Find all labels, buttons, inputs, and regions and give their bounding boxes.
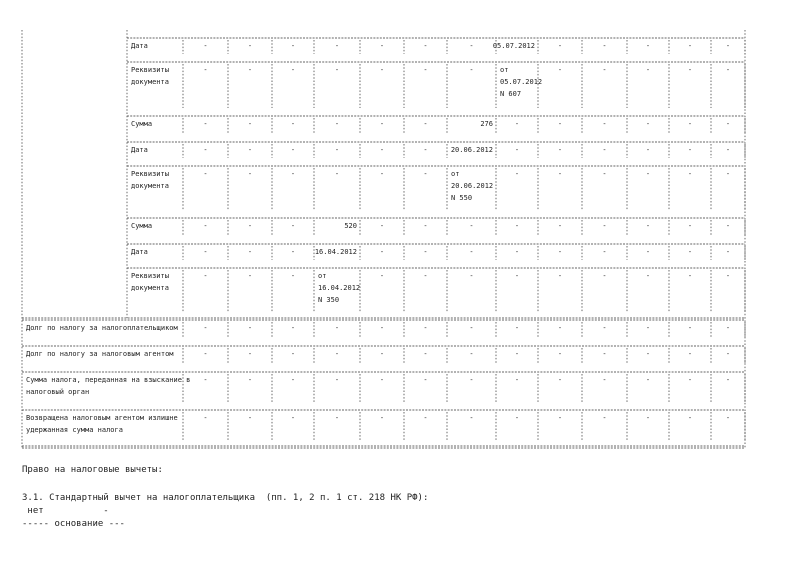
row-6-cell: - <box>423 248 428 256</box>
wide-row-2-cell: - <box>379 376 385 384</box>
row-6-cell: 16.04.2012 <box>314 248 357 256</box>
row-3-cell: - <box>514 146 520 154</box>
row-7-label: Реквизиты <box>131 272 169 280</box>
wide-row-3-cell: - <box>379 414 385 422</box>
row-6-cell: - <box>687 248 693 256</box>
row-5-cell: - <box>423 222 428 230</box>
row-7-cell: 16.04.2012 <box>318 284 361 292</box>
wide-row-1-cell: - <box>203 350 208 358</box>
row-0-cell: - <box>203 42 208 50</box>
row-0-cell: - <box>423 42 428 50</box>
row-3-label: Дата <box>131 146 148 154</box>
row-3-cell: - <box>645 146 651 154</box>
wide-row-1-cell: - <box>379 350 385 358</box>
row-7-cell: - <box>514 272 520 280</box>
row-2-cell: - <box>423 120 428 128</box>
row-1-cell: - <box>557 66 563 74</box>
row-4-cell: - <box>334 170 340 178</box>
deduction-basis: ----- основание --- <box>22 519 125 529</box>
row-0-cell: - <box>379 42 385 50</box>
deductions-heading: Право на налоговые вычеты: <box>22 465 163 475</box>
row-2-cell: - <box>602 120 607 128</box>
row-5-cell: - <box>379 222 385 230</box>
wide-row-3-cell: - <box>290 414 296 422</box>
wide-row-1-cell: - <box>645 350 651 358</box>
wide-row-0-cell: - <box>557 324 563 332</box>
row-1-cell: N 607 <box>500 90 522 98</box>
row-6-cell: - <box>602 248 607 256</box>
row-0-cell: - <box>469 42 474 50</box>
wide-row-2-label: налоговый орган <box>26 388 90 396</box>
wide-row-0-cell: - <box>379 324 385 332</box>
row-5-label: Сумма <box>131 222 153 230</box>
row-7-cell: N 350 <box>318 296 340 304</box>
row-5-cell: - <box>645 222 651 230</box>
row-4-cell: от <box>451 170 460 178</box>
row-6-cell: - <box>469 248 474 256</box>
row-6-cell: - <box>203 248 208 256</box>
wide-row-1-cell: - <box>334 350 340 358</box>
row-0-cell: - <box>557 42 563 50</box>
wide-row-1-cell: - <box>514 350 520 358</box>
wide-row-2-cell: - <box>290 376 296 384</box>
wide-row-1-cell: - <box>687 350 693 358</box>
row-0-cell: - <box>687 42 693 50</box>
row-4-cell: N 550 <box>451 194 473 202</box>
wide-row-2-cell: - <box>602 376 607 384</box>
row-6-cell: - <box>725 248 731 256</box>
row-5-cell: 520 <box>344 222 357 230</box>
row-4-cell: 20.06.2012 <box>451 182 494 190</box>
row-4-cell: - <box>203 170 208 178</box>
row-4-cell: - <box>557 170 563 178</box>
row-2-cell: - <box>725 120 731 128</box>
row-6-cell: - <box>247 248 253 256</box>
wide-row-1-label: Долг по налогу за налоговым агентом <box>26 350 174 358</box>
row-1-cell: - <box>687 66 693 74</box>
wide-row-2-cell: - <box>687 376 693 384</box>
row-0-cell: - <box>334 42 340 50</box>
row-2-cell: - <box>247 120 253 128</box>
row-1-cell: - <box>203 66 208 74</box>
row-7-cell: - <box>247 272 253 280</box>
row-4-cell: - <box>290 170 296 178</box>
row-4-cell: - <box>602 170 607 178</box>
row-3-cell: 20.06.2012 <box>450 146 493 154</box>
row-2-cell: - <box>514 120 520 128</box>
wide-row-1-cell: - <box>602 350 607 358</box>
row-5-cell: - <box>687 222 693 230</box>
row-7-cell: - <box>290 272 296 280</box>
wide-row-0-cell: - <box>514 324 520 332</box>
wide-row-3-cell: - <box>602 414 607 422</box>
deduction-status: нет - <box>22 506 109 516</box>
wide-row-1-cell: - <box>469 350 474 358</box>
row-7-cell: - <box>557 272 563 280</box>
row-1-label: Реквизиты <box>131 66 169 74</box>
wide-row-0-cell: - <box>247 324 253 332</box>
wide-row-3-cell: - <box>469 414 474 422</box>
wide-row-2-cell: - <box>423 376 428 384</box>
row-4-cell: - <box>247 170 253 178</box>
wide-row-3-cell: - <box>334 414 340 422</box>
row-4-cell: - <box>645 170 651 178</box>
row-7-cell: - <box>725 272 731 280</box>
row-6-cell: - <box>557 248 563 256</box>
row-6-cell: - <box>645 248 651 256</box>
row-2-label: Сумма <box>131 120 153 128</box>
row-3-cell: - <box>423 146 428 154</box>
wide-row-0-cell: - <box>290 324 296 332</box>
row-5-cell: - <box>557 222 563 230</box>
wide-row-0-cell: - <box>602 324 607 332</box>
wide-row-3-cell: - <box>645 414 651 422</box>
row-2-cell: - <box>379 120 385 128</box>
standard-deduction-section: 3.1. Стандартный вычет на налогоплательщика (пп. 1, 2 п. 1 ст. 218 НК РФ): <box>22 493 429 503</box>
row-4-cell: - <box>514 170 520 178</box>
row-5-cell: - <box>247 222 253 230</box>
row-6-cell: - <box>290 248 296 256</box>
wide-row-2-cell: - <box>725 376 731 384</box>
wide-row-2-cell: - <box>247 376 253 384</box>
row-4-cell: - <box>423 170 428 178</box>
wide-row-3-label: Возвращена налоговым агентом излишне <box>26 414 178 422</box>
wide-row-0-cell: - <box>334 324 340 332</box>
row-4-label: Реквизиты <box>131 170 169 178</box>
wide-row-0-cell: - <box>687 324 693 332</box>
row-2-cell: - <box>334 120 340 128</box>
row-1-label: документа <box>131 78 169 86</box>
row-0-cell: - <box>247 42 253 50</box>
wide-row-3-cell: - <box>514 414 520 422</box>
row-3-cell: - <box>379 146 385 154</box>
row-2-cell: 276 <box>480 120 493 128</box>
wide-row-2-cell: - <box>203 376 208 384</box>
row-0-cell: - <box>645 42 651 50</box>
row-7-cell: - <box>602 272 607 280</box>
row-2-cell: - <box>290 120 296 128</box>
row-5-cell: - <box>725 222 731 230</box>
row-3-cell: - <box>334 146 340 154</box>
wide-row-2-cell: - <box>334 376 340 384</box>
wide-row-1-cell: - <box>557 350 563 358</box>
row-7-cell: - <box>379 272 385 280</box>
row-3-cell: - <box>290 146 296 154</box>
row-5-cell: - <box>602 222 607 230</box>
wide-row-0-cell: - <box>725 324 731 332</box>
wide-row-1-cell: - <box>290 350 296 358</box>
wide-row-2-cell: - <box>514 376 520 384</box>
row-2-cell: - <box>645 120 651 128</box>
row-4-cell: - <box>379 170 385 178</box>
row-7-cell: - <box>645 272 651 280</box>
wide-row-0-cell: - <box>423 324 428 332</box>
row-4-label: документа <box>131 182 169 190</box>
row-3-cell: - <box>687 146 693 154</box>
row-7-label: документа <box>131 284 169 292</box>
wide-row-0-cell: - <box>645 324 651 332</box>
row-5-cell: - <box>290 222 296 230</box>
row-2-cell: - <box>687 120 693 128</box>
row-5-cell: - <box>203 222 208 230</box>
wide-row-2-cell: - <box>557 376 563 384</box>
row-7-cell: от <box>318 272 327 280</box>
row-1-cell: - <box>725 66 731 74</box>
wide-row-2-cell: - <box>469 376 474 384</box>
wide-row-2-label: Сумма налога, переданная на взыскание в <box>26 376 191 384</box>
row-1-cell: - <box>602 66 607 74</box>
row-1-cell: - <box>334 66 340 74</box>
wide-row-3-cell: - <box>203 414 208 422</box>
row-4-cell: - <box>725 170 731 178</box>
wide-row-3-cell: - <box>687 414 693 422</box>
wide-row-1-cell: - <box>423 350 428 358</box>
wide-row-0-cell: - <box>469 324 474 332</box>
row-2-cell: - <box>557 120 563 128</box>
row-7-cell: - <box>203 272 208 280</box>
row-1-cell: - <box>645 66 651 74</box>
row-6-label: Дата <box>131 248 148 256</box>
row-0-cell: - <box>602 42 607 50</box>
row-1-cell: - <box>423 66 428 74</box>
wide-row-2-cell: - <box>645 376 651 384</box>
row-3-cell: - <box>725 146 731 154</box>
wide-row-0-cell: - <box>203 324 208 332</box>
row-1-cell: - <box>290 66 296 74</box>
row-1-cell: 05.07.2012 <box>500 78 543 86</box>
row-4-cell: - <box>687 170 693 178</box>
row-6-cell: - <box>379 248 385 256</box>
wide-row-3-cell: - <box>423 414 428 422</box>
row-5-cell: - <box>514 222 520 230</box>
row-1-cell: - <box>469 66 474 74</box>
row-0-cell: 05.07.2012 <box>492 42 535 50</box>
wide-row-1-cell: - <box>247 350 253 358</box>
wide-row-0-label: Долг по налогу за налогоплательщиком <box>26 324 178 332</box>
wide-row-1-cell: - <box>725 350 731 358</box>
row-3-cell: - <box>203 146 208 154</box>
row-7-cell: - <box>469 272 474 280</box>
row-3-cell: - <box>557 146 563 154</box>
wide-row-3-label: удержанная сумма налога <box>26 426 123 434</box>
row-2-cell: - <box>203 120 208 128</box>
wide-row-3-cell: - <box>725 414 731 422</box>
row-7-cell: - <box>687 272 693 280</box>
row-5-cell: - <box>469 222 474 230</box>
row-0-cell: - <box>290 42 296 50</box>
row-1-cell: - <box>379 66 385 74</box>
wide-row-3-cell: - <box>247 414 253 422</box>
row-7-cell: - <box>423 272 428 280</box>
row-6-cell: - <box>514 248 520 256</box>
row-0-label: Дата <box>131 42 148 50</box>
wide-row-3-cell: - <box>557 414 563 422</box>
row-3-cell: - <box>247 146 253 154</box>
row-1-cell: от <box>500 66 509 74</box>
row-3-cell: - <box>602 146 607 154</box>
row-1-cell: - <box>247 66 253 74</box>
row-0-cell: - <box>725 42 731 50</box>
